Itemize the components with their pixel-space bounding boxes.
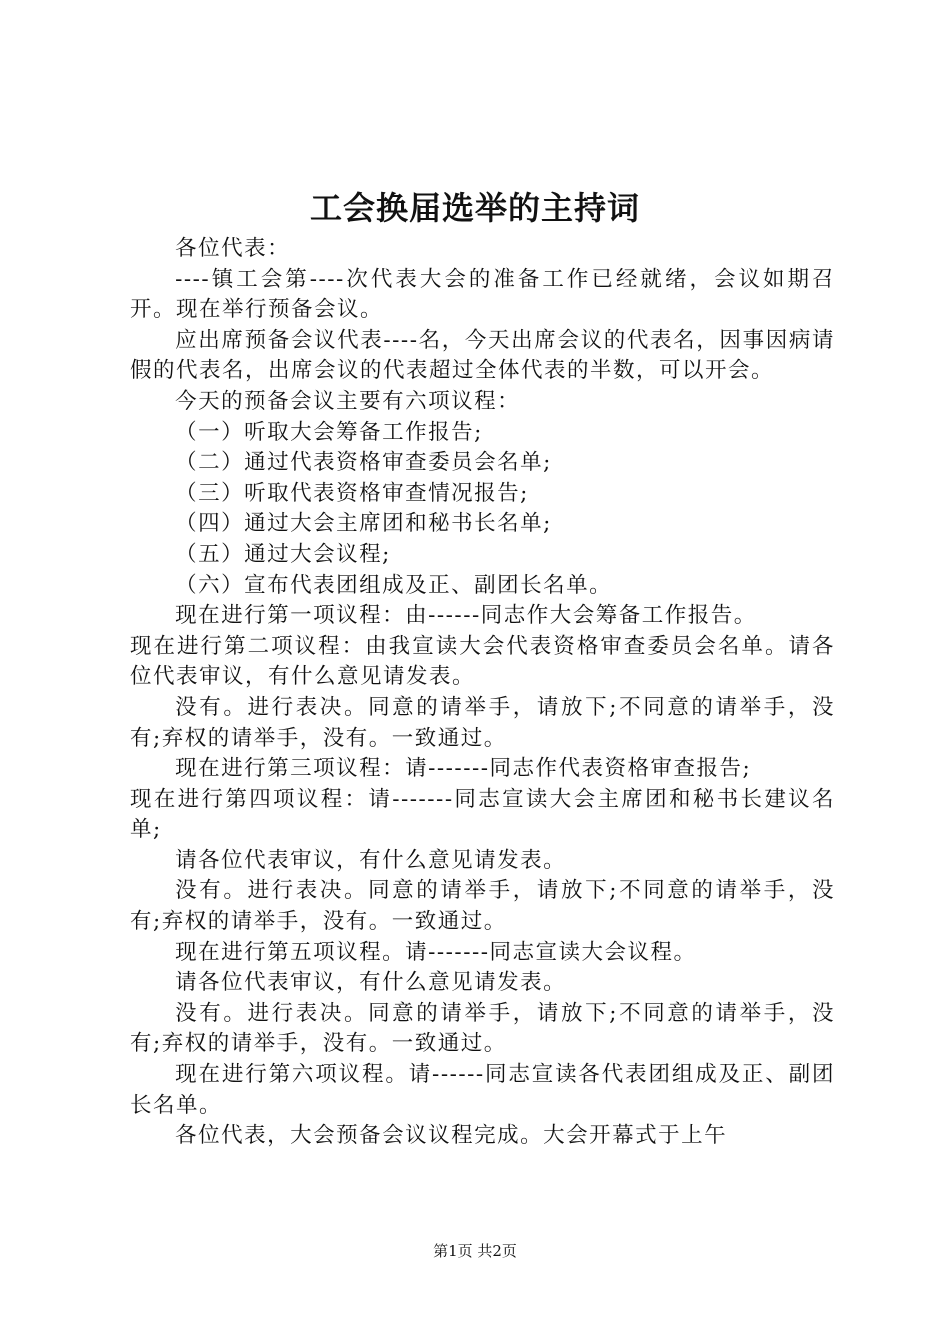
- agenda-item-3: （三）听取代表资格审查情况报告;: [175, 480, 529, 506]
- paragraph-item-2: 现在进行第二项议程：由我宣读大会代表资格审查委员会名单。请各位代表审议，有什么意见请发表。: [130, 633, 835, 690]
- paragraph-salutation: 各位代表：: [175, 236, 291, 261]
- paragraph-item-1: 现在进行第一项议程：由------同志作大会筹备工作报告。: [175, 603, 757, 629]
- agenda-item-2: （二）通过代表资格审查委员会名单;: [175, 450, 552, 476]
- paragraph-closing: 各位代表，大会预备会议议程完成。大会开幕式于上午: [175, 1123, 728, 1149]
- agenda-item-5: （五）通过大会议程;: [175, 541, 391, 567]
- page-footer: 第1页 共2页: [433, 1242, 517, 1260]
- paragraph-agenda-intro: 今天的预备会议主要有六项议程：: [175, 388, 521, 414]
- paragraph-item-4: 现在进行第四项议程：请-------同志宣读大会主席团和秘书长建议名单;: [130, 786, 835, 843]
- paragraph-item-3: 现在进行第三项议程：请-------同志作代表资格审查报告;: [175, 756, 752, 782]
- paragraph-item-5: 现在进行第五项议程。请-------同志宣读大会议程。: [175, 939, 697, 965]
- agenda-item-1: （一）听取大会筹备工作报告;: [175, 419, 483, 445]
- paragraph-item-6: 现在进行第六项议程。请------同志宣读各代表团组成及正、副团长名单。: [130, 1062, 835, 1118]
- paragraph-opening: ----镇工会第----次代表大会的准备工作已经就绪，会议如期召开。现在举行预备会议。: [130, 266, 835, 323]
- paragraph-review-1: 请各位代表审议，有什么意见请发表。: [175, 847, 567, 873]
- agenda-item-4: （四）通过大会主席团和秘书长名单;: [175, 511, 552, 537]
- paragraph-vote-2: 没有。进行表决。同意的请举手，请放下;不同意的请举手，没有;弃权的请举手，没有。一致通过。: [130, 878, 835, 935]
- paragraph-review-2: 请各位代表审议，有什么意见请发表。: [175, 970, 567, 996]
- paragraph-attendance: 应出席预备会议代表----名，今天出席会议的代表名，因事因病请假的代表名，出席会议的代表超过全体代表的半数，可以开会。: [130, 327, 835, 384]
- agenda-item-6: （六）宣布代表团组成及正、副团长名单。: [175, 572, 613, 598]
- document-body: [130, 234, 835, 1152]
- paragraph-vote-1: 没有。进行表决。同意的请举手，请放下;不同意的请举手，没有;弃权的请举手，没有。一致通过。: [130, 694, 835, 751]
- document-title: 工会换届选举的主持词: [309, 189, 640, 227]
- paragraph-vote-3: 没有。进行表决。同意的请举手，请放下;不同意的请举手，没有;弃权的请举手，没有。一致通过。: [130, 1000, 835, 1057]
